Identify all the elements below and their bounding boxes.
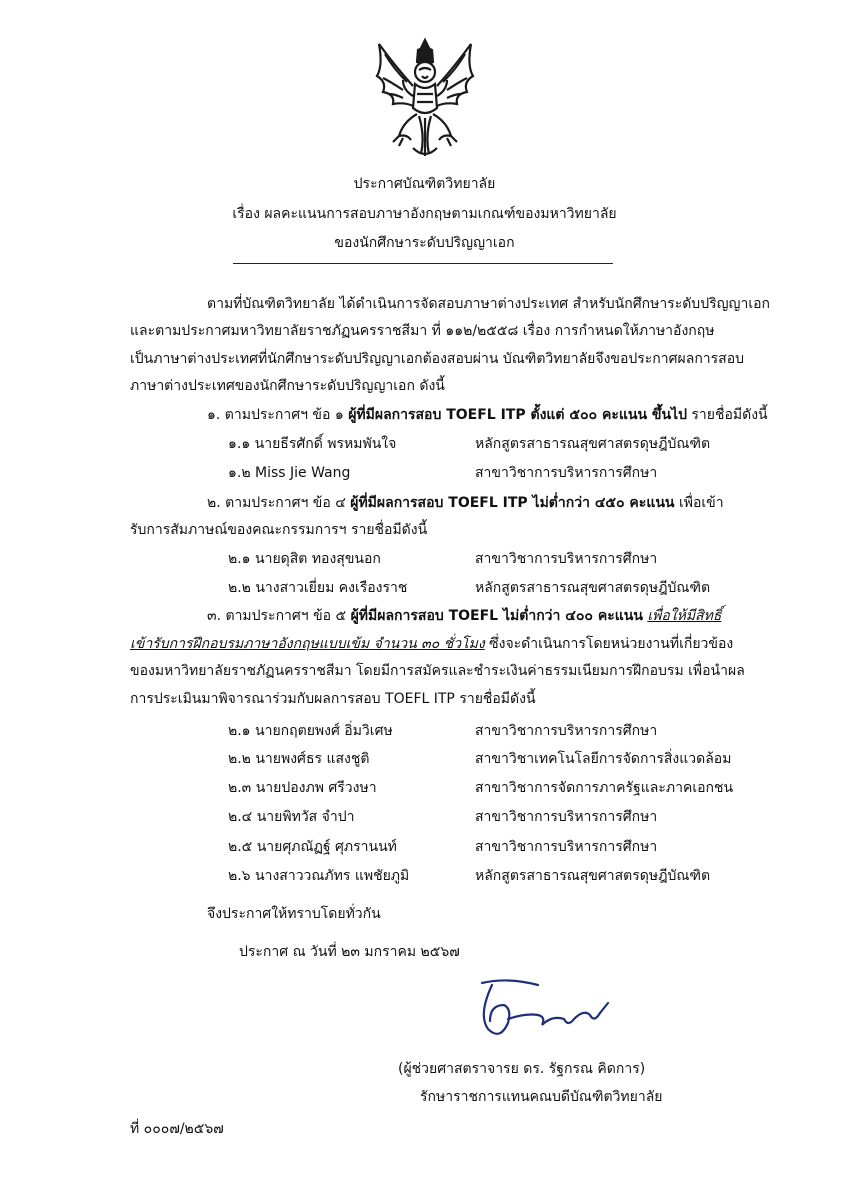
announcement-date: ประกาศ ณ วันที่ ๒๓ มกราคม ๒๕๖๗	[239, 944, 460, 960]
section-3-line-2	[130, 633, 733, 655]
student-program: หลักสูตรสาธารณสุขศาสตรดุษฎีบัณฑิต	[475, 868, 711, 884]
intro-line-2: และตามประกาศมหาวิทยาลัยราชภัฏนครราชสีมา ที่ ๑๑๒/๒๕๕๘ เรื่อง การกำหนดให้ภาษาอังกฤษ	[130, 323, 715, 339]
student-program: สาขาวิชาการบริหารการศึกษา	[475, 723, 658, 739]
section-2-line-2: รับการสัมภาษณ์ของคณะกรรมการฯ รายชื่อมีดังนี้	[130, 522, 428, 538]
student-name: ๒.๑ นายกฤตยพงศ์ อิ่มวิเศษ	[228, 723, 393, 739]
student-program: หลักสูตรสาธารณสุขศาสตรดุษฎีบัณฑิต	[475, 436, 711, 452]
section-3-heading	[207, 605, 721, 627]
announcement-subject-line2: ของนักศึกษาระดับปริญญาเอก	[334, 235, 515, 251]
section-3-prefix: ๓. ตามประกาศฯ ข้อ ๕	[207, 608, 351, 624]
garuda-emblem	[373, 36, 477, 160]
section-3-criteria: ผู้ที่มีผลการสอบ TOEFL ไม่ต่ำกว่า ๔๐๐ คะแนน	[350, 608, 643, 624]
header-divider	[233, 263, 613, 264]
student-name: ๒.๖ นางสาววณภัทร แพชัยภูมิ	[228, 868, 410, 884]
intro-line-1: ตามที่บัณฑิตวิทยาลัย ได้ดำเนินการจัดสอบภาษาต่างประเทศ สำหรับนักศึกษาระดับปริญญาเอก	[207, 296, 770, 312]
section-3-line-2-rest: ซึ่งจะดำเนินการโดยหน่วยงานที่เกี่ยวข้อง	[484, 636, 734, 652]
section-2-criteria: ผู้ที่มีผลการสอบ TOEFL ITP ไม่ต่ำกว่า ๔๕๐ คะแนน	[350, 495, 675, 511]
signer-name: (ผู้ช่วยศาสตราจารย ดร. รัฐกรณ คิดการ)	[398, 1061, 646, 1077]
section-3-line-4: การประเมินมาพิจารณาร่วมกับผลการสอบ TOEFL ITP รายชื่อมีดังนี้	[130, 691, 536, 707]
student-program: สาขาวิชาการบริหารการศึกษา	[475, 809, 658, 825]
intro-line-3: เป็นภาษาต่างประเทศที่นักศึกษาระดับปริญญาเอกต้องสอบผ่าน บัณฑิตวิทยาลัยจึงขอประกาศผลการสอบ	[130, 351, 745, 367]
student-name: ๑.๒ Miss Jie Wang	[228, 465, 351, 481]
student-name: ๑.๑ นายธีรศักดิ์ พรหมพันใจ	[228, 436, 397, 452]
section-2-prefix: ๒. ตามประกาศฯ ข้อ ๔	[207, 495, 351, 511]
signer-position: รักษาราชการแทนคณบดีบัณฑิตวิทยาลัย	[420, 1089, 663, 1105]
section-2-heading	[207, 492, 724, 514]
student-program: หลักสูตรสาธารณสุขศาสตรดุษฎีบัณฑิต	[475, 580, 711, 596]
student-name: ๒.๔ นายพิทวัส จำปา	[228, 809, 355, 825]
intro-line-4: ภาษาต่างประเทศของนักศึกษาระดับปริญญาเอก ดังนี้	[130, 378, 445, 394]
section-3-right-note: เพื่อให้มีสิทธิ์	[647, 608, 722, 624]
signature	[468, 975, 618, 1045]
student-program: สาขาวิชาการบริหารการศึกษา	[475, 839, 658, 855]
student-name: ๒.๑ นายดุสิต ทองสุขนอก	[228, 551, 381, 567]
announcement-subject: เรื่อง ผลคะแนนการสอบภาษาอังกฤษตามเกณฑ์ของมหาวิทยาลัย	[232, 206, 617, 222]
student-program: สาขาวิชาเทคโนโลยีการจัดการสิ่งแวดล้อม	[475, 751, 732, 767]
student-program: สาขาวิชาการบริหารการศึกษา	[475, 465, 658, 481]
section-1-prefix: ๑. ตามประกาศฯ ข้อ ๑	[207, 407, 349, 423]
section-1-criteria: ผู้ที่มีผลการสอบ TOEFL ITP ตั้งแต่ ๕๐๐ คะแนน ขึ้นไป	[348, 407, 687, 423]
student-name: ๒.๓ นายปองภพ ศรีวงษา	[228, 780, 377, 796]
student-name: ๒.๒ นางสาวเยี่ยม คงเรืองราช	[228, 580, 408, 596]
section-1-heading	[207, 404, 768, 426]
document-number: ที่ ๐๐๐๗/๒๕๖๗	[130, 1121, 224, 1137]
section-2-suffix: เพื่อเข้า	[674, 495, 724, 511]
student-name: ๒.๕ นายศุภณัฏฐ์ ศุภรานนท์	[228, 839, 397, 855]
closing-statement: จึงประกาศให้ทราบโดยทั่วกัน	[207, 906, 381, 922]
section-1-suffix: รายชื่อมีดังนี้	[686, 407, 768, 423]
section-3-line-3: ของมหาวิทยาลัยราชภัฏนครราชสีมา โดยมีการสมัครและชำระเงินค่าธรรมเนียมการฝึกอบรม เพื่อนำผล	[130, 663, 745, 679]
announcement-title: ประกาศบัณฑิตวิทยาลัย	[353, 176, 496, 192]
student-program: สาขาวิชาการบริหารการศึกษา	[475, 551, 658, 567]
student-name: ๒.๒ นายพงศ์ธร แสงชูติ	[228, 751, 370, 767]
student-program: สาขาวิชาการจัดการภาครัฐและภาคเอกชน	[475, 780, 734, 796]
section-3-training-note: เข้ารับการฝึกอบรมภาษาอังกฤษแบบเข้ม จำนวน ๓๐ ชั่วโมง	[130, 636, 485, 652]
